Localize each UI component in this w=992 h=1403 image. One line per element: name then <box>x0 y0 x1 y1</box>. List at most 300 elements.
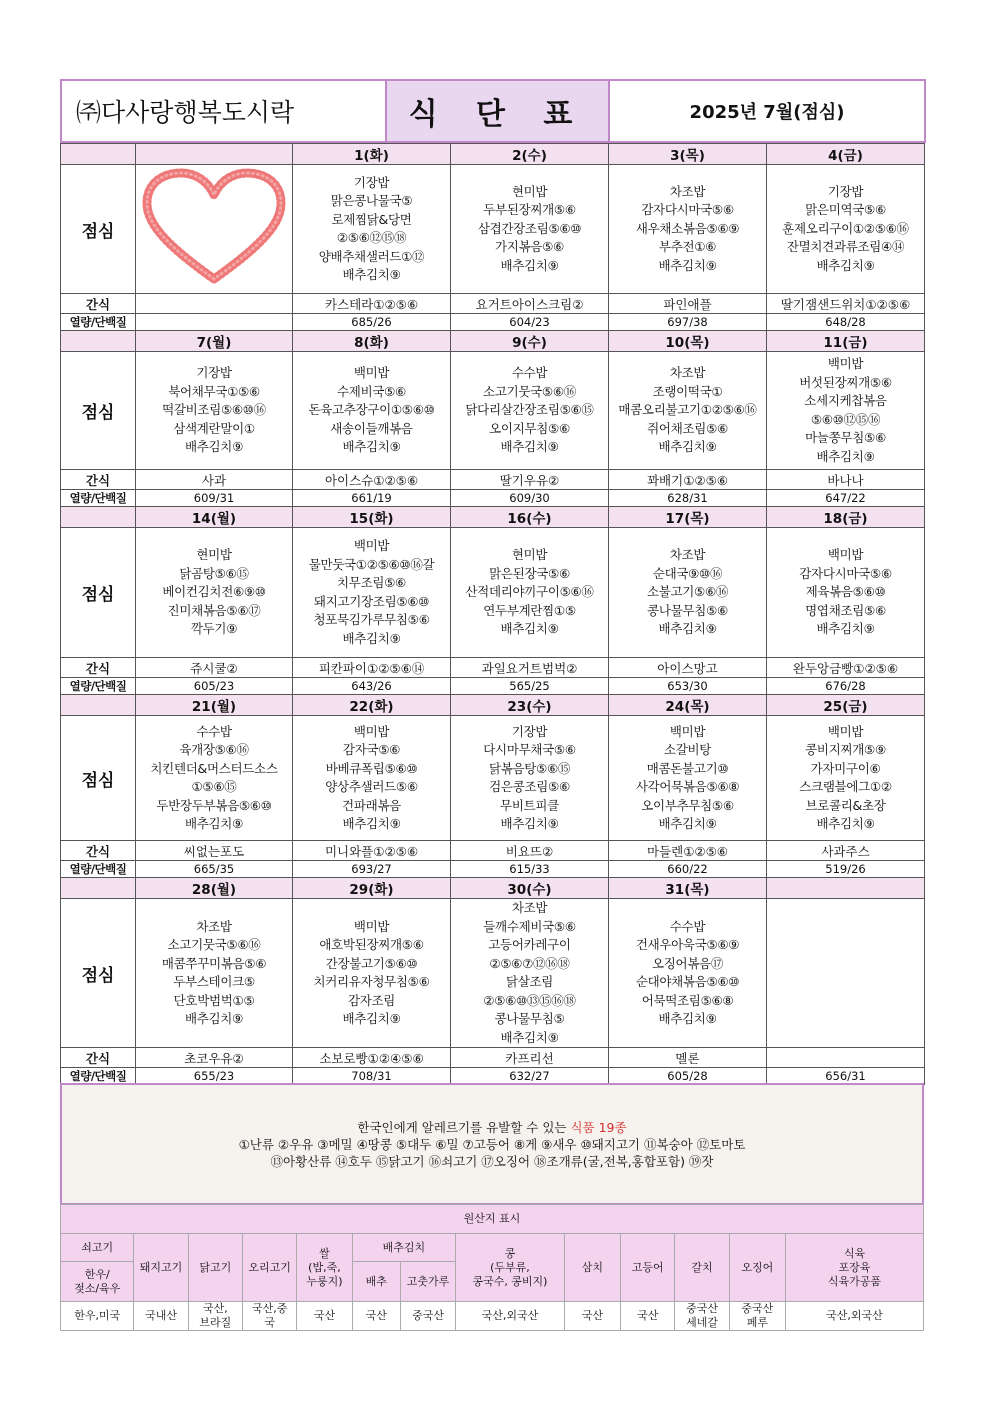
kcal-cell: 665/35 <box>136 861 293 878</box>
dish-item: 배추김치⑨ <box>500 816 559 831</box>
dish-item: 제육볶음⑤⑥⑩ <box>805 584 886 600</box>
snack-cell: 초코우유② <box>136 1048 293 1068</box>
lunch-menu-cell <box>767 352 925 470</box>
dish-item: 백미밥 <box>827 356 864 371</box>
date-cell: 28(월) <box>136 878 293 899</box>
lunch-row <box>61 899 925 1048</box>
origin-beef-subheader: 한우/ 젖소/육우 <box>61 1262 134 1302</box>
kcal-cell: 519/26 <box>767 861 925 878</box>
date-cell: 23(수) <box>451 695 609 716</box>
dish-item: 기장밥 <box>196 365 232 381</box>
kcal-cell: 615/33 <box>451 861 609 878</box>
kcal-cell: 609/31 <box>136 490 293 507</box>
dish-item: 백미밥 <box>827 723 864 739</box>
dish-item: 배추김치⑨ <box>658 621 717 637</box>
dish-item: 현미밥 <box>196 547 232 563</box>
snack-label: 간식 <box>61 1048 136 1068</box>
dish-item: 물만둣국①②⑤⑥⑩⑯갈 <box>308 556 435 572</box>
lunch-label: 점심 <box>61 716 136 841</box>
date-row-lead <box>61 507 136 528</box>
date-cell: 16(수) <box>451 507 609 528</box>
dish-item: 어묵떡조림⑤⑥⑧ <box>641 992 734 1008</box>
origin-meat-header: 식육 포장육 식육가공품 <box>785 1234 923 1302</box>
snack-cell: 씨없는포도 <box>136 841 293 861</box>
snack-row <box>61 658 925 678</box>
kcal-cell: 656/31 <box>767 1068 925 1085</box>
dish-item: 매콤오리불고기①②⑤⑥⑯ <box>618 402 757 418</box>
kcal-label: 열량/단백질 <box>61 861 136 878</box>
lunch-menu-cell <box>293 716 451 841</box>
snack-cell: 완두앙금빵①②⑤⑥ <box>767 658 925 678</box>
lunch-menu-cell <box>767 528 925 658</box>
snack-row <box>61 1048 925 1068</box>
dish-item: 청포묵김가루무침⑤⑥ <box>313 612 430 627</box>
lunch-row <box>61 352 925 470</box>
lunch-menu-cell <box>451 899 609 1048</box>
dish-item: 차조밥 <box>196 918 232 934</box>
date-cell: 14(월) <box>136 507 293 528</box>
kcal-cell: 628/31 <box>609 490 767 507</box>
origin-chicken-value: 국산, 브라질 <box>188 1302 242 1331</box>
dish-item: 간장불고기⑤⑥⑩ <box>325 955 418 971</box>
dish-item: 애호박된장찌개⑤⑥ <box>319 937 424 952</box>
dish-item: 고등어카레구이 <box>488 937 571 952</box>
origin-clam-value: 국산 <box>564 1302 620 1331</box>
dish-item: 브로콜리&초장 <box>805 797 886 813</box>
date-cell: 25(금) <box>767 695 925 716</box>
dish-item: 오이지무침⑤⑥ <box>489 420 570 436</box>
allergy-highlight: 식품 19종 <box>570 1120 627 1135</box>
dish-item: 쥐어채조림⑤⑥ <box>647 420 728 436</box>
origin-beef-header: 쇠고기 <box>61 1234 134 1262</box>
dish-item: 배추김치⑨ <box>184 1011 243 1026</box>
dish-item: 건새우아욱국⑤⑥⑨ <box>635 937 740 952</box>
dish-item: 스크램블에그①② <box>799 779 892 794</box>
lunch-menu-cell <box>136 528 293 658</box>
lunch-menu-cell <box>293 165 451 294</box>
dish-item: 배추김치⑨ <box>500 439 559 455</box>
date-row <box>61 695 925 716</box>
dish-item: 닭볶음탕⑤⑥⑮ <box>488 760 571 776</box>
origin-kimchi-pepper-value: 중국산 <box>400 1302 455 1331</box>
lunch-menu-cell <box>136 716 293 841</box>
snack-row <box>61 294 925 314</box>
lunch-menu-cell <box>767 899 925 1048</box>
kcal-cell: 676/28 <box>767 678 925 695</box>
date-cell: 4(금) <box>767 144 925 165</box>
origin-duck-header: 오리고기 <box>243 1234 297 1302</box>
dish-item: 다시마무채국⑤⑥ <box>483 742 576 757</box>
allergy-notice <box>60 1083 924 1205</box>
origin-rice-header: 쌀 (밥,죽, 누룽지) <box>297 1234 352 1302</box>
dish-item: 현미밥 <box>511 183 548 199</box>
dish-item: 배추김치⑨ <box>816 257 875 273</box>
snack-cell <box>767 1048 925 1068</box>
date-row <box>61 144 925 165</box>
date-cell: 1(화) <box>293 144 451 165</box>
lunch-menu-cell <box>293 352 451 470</box>
lunch-label: 점심 <box>61 165 136 294</box>
kcal-label: 열량/단백질 <box>61 678 136 695</box>
dish-item: 맑은콩나물국⑤ <box>330 193 413 208</box>
allergy-title <box>62 1119 922 1136</box>
dish-item: ②⑤⑥⑩⑬⑮⑯⑱ <box>483 992 576 1008</box>
dish-item: 백미밥 <box>353 365 390 381</box>
snack-label: 간식 <box>61 841 136 861</box>
snack-cell: 사과주스 <box>767 841 925 861</box>
dish-item: 감자다시마국⑤⑥ <box>799 565 892 581</box>
date-row-lead <box>61 331 136 352</box>
origin-beef-value: 한우,미국 <box>61 1302 134 1331</box>
dish-item: 소고기뭇국⑤⑥⑯ <box>483 383 576 399</box>
allergy-list-2: ⑬아황산류 ⑭호두 ⑮닭고기 ⑯쇠고기 ⑰오징어 ⑱조개류(굴,전복,홍합포함) ⑲잣 <box>270 1154 714 1169</box>
date-row <box>61 331 925 352</box>
lunch-menu-cell <box>293 899 451 1048</box>
lunch-row <box>61 165 925 294</box>
dish-item: 건파래볶음 <box>342 797 401 813</box>
dish-item: 양배추채샐러드①⑫ <box>318 248 425 264</box>
kcal-cell: 660/22 <box>609 861 767 878</box>
dish-item: 감자국⑤⑥ <box>342 742 401 757</box>
dish-item: 백미밥 <box>669 723 706 739</box>
dish-item: 배추김치⑨ <box>342 1011 401 1026</box>
company-name: ㈜다사랑행복도시락 <box>61 80 386 142</box>
snack-cell: 멜론 <box>609 1048 767 1068</box>
dish-item: 차조밥 <box>669 183 706 199</box>
dish-item: 부추전①⑥ <box>658 239 717 255</box>
date-cell: 8(화) <box>293 331 451 352</box>
dish-item: 베이컨김치전⑥⑨⑩ <box>162 584 266 600</box>
origin-title: 원산지 표시 <box>61 1205 924 1234</box>
dish-item: ⑤⑥⑩⑫⑮⑯ <box>810 411 881 427</box>
dish-item: ②⑤⑥⑦⑫⑯⑱ <box>489 955 570 971</box>
dish-item: 치커리유자청무침⑤⑥ <box>313 974 430 989</box>
snack-label: 간식 <box>61 294 136 314</box>
dish-item: 검은콩조림⑤⑥ <box>489 779 570 794</box>
page-title: 식 단 표 <box>386 80 609 142</box>
origin-bean-header: 콩 (두부류, 콩국수, 콩비지) <box>456 1234 565 1302</box>
menu-table-wrap <box>60 79 924 1085</box>
dish-item: 차조밥 <box>669 365 706 381</box>
snack-label: 간식 <box>61 470 136 490</box>
dish-item: 치무조림⑤⑥ <box>337 575 406 590</box>
dish-item: 배추김치⑨ <box>500 1029 559 1045</box>
snack-cell: 아이스망고 <box>609 658 767 678</box>
dish-item: 닭살조림 <box>505 974 554 989</box>
dish-item: 수제비국⑤⑥ <box>337 383 406 399</box>
date-row-lead <box>61 695 136 716</box>
origin-kimchi-cabbage-value: 국산 <box>352 1302 400 1331</box>
lunch-menu-cell <box>451 716 609 841</box>
dish-item: 소갈비탕 <box>663 742 712 757</box>
date-row <box>61 507 925 528</box>
snack-cell: 딸기잼샌드위치①②⑤⑥ <box>767 294 925 314</box>
allergy-title-text: 한국인에게 알레르기를 유발할 수 있는 <box>357 1120 571 1135</box>
snack-cell: 사과 <box>136 470 293 490</box>
dish-item: 감자조림 <box>347 992 396 1008</box>
dish-item: 들깨수제비국⑤⑥ <box>483 918 576 934</box>
origin-squid-header: 오징어 <box>729 1234 785 1302</box>
dish-item: ①⑤⑥⑮ <box>191 779 237 794</box>
dish-item: 배추김치⑨ <box>658 439 717 455</box>
lunch-row <box>61 528 925 658</box>
dish-item: 배추김치⑨ <box>342 439 401 455</box>
date-cell: 2(수) <box>451 144 609 165</box>
dish-item: 콩나물무침⑤⑥ <box>647 602 728 618</box>
date-cell: 31(목) <box>609 878 767 899</box>
snack-cell: 딸기우유② <box>451 470 609 490</box>
date-cell: 17(목) <box>609 507 767 528</box>
kcal-cell: 604/23 <box>451 314 609 331</box>
dish-item: 닭곰탕⑤⑥⑮ <box>179 565 249 581</box>
lunch-menu-cell <box>136 352 293 470</box>
snack-cell: 카스테라①②⑤⑥ <box>293 294 451 314</box>
dish-item: 백미밥 <box>353 723 390 739</box>
kcal-label: 열량/단백질 <box>61 314 136 331</box>
dish-item: 백미밥 <box>353 918 390 934</box>
origin-meat-value: 국산,외국산 <box>785 1302 923 1331</box>
kcal-cell: 697/38 <box>609 314 767 331</box>
snack-cell: 비요뜨② <box>451 841 609 861</box>
dish-item: 백미밥 <box>353 538 390 553</box>
menu-header <box>60 79 926 143</box>
dish-item: 가지볶음⑤⑥ <box>495 239 564 255</box>
kcal-cell: 643/26 <box>293 678 451 695</box>
kcal-cell: 609/30 <box>451 490 609 507</box>
kcal-cell: 605/23 <box>136 678 293 695</box>
date-cell: 22(화) <box>293 695 451 716</box>
dish-item: 오이부추무침⑤⑥ <box>641 797 734 813</box>
origin-table <box>60 1204 924 1331</box>
dish-item: 백미밥 <box>827 547 864 563</box>
dish-item: 배추김치⑨ <box>342 267 401 282</box>
origin-hairtail-header: 갈치 <box>675 1234 729 1302</box>
date-cell <box>136 144 293 165</box>
kcal-row <box>61 490 925 507</box>
heart-icon <box>139 167 289 287</box>
date-cell: 11(금) <box>767 331 925 352</box>
dish-item: 배추김치⑨ <box>816 816 875 831</box>
snack-cell: 바나나 <box>767 470 925 490</box>
dish-item: 새송이들깨볶음 <box>330 420 413 436</box>
dish-item: 배추김치⑨ <box>816 448 875 464</box>
dish-item: 기장밥 <box>353 174 390 190</box>
dish-item: 매콤쭈꾸미볶음⑤⑥ <box>161 955 267 971</box>
dish-item: 사각어묵볶음⑤⑥⑧ <box>635 779 740 794</box>
dish-item: 로제찜닭&당면 <box>331 211 412 227</box>
dish-item: 오징어볶음⑰ <box>651 955 724 971</box>
dish-item: 새우채소볶음⑤⑥⑨ <box>635 220 740 236</box>
dish-item: 양상추샐러드⑤⑥ <box>325 779 418 794</box>
kcal-cell: 632/27 <box>451 1068 609 1085</box>
snack-row <box>61 841 925 861</box>
allergy-list-1: ①난류 ②우유 ③메밀 ④땅콩 ⑤대두 ⑥밀 ⑦고등어 ⑧게 ⑨새우 ⑩돼지고기 ⑪복숭아 ⑫토마토 <box>238 1137 746 1152</box>
lunch-menu-cell <box>451 165 609 294</box>
lunch-label: 점심 <box>61 899 136 1048</box>
dish-item: 연두부계란찜①⑤ <box>483 602 576 618</box>
dish-item: 소불고기⑤⑥⑯ <box>646 584 729 600</box>
date-cell: 3(목) <box>609 144 767 165</box>
snack-row <box>61 470 925 490</box>
snack-cell: 과일요거트범벅② <box>451 658 609 678</box>
kcal-row <box>61 678 925 695</box>
dish-item: 삼겹간장조림⑤⑥⑩ <box>477 220 582 236</box>
snack-cell: 피칸파이①②⑤⑥⑭ <box>293 658 451 678</box>
kcal-cell: 685/26 <box>293 314 451 331</box>
dish-item: 단호박범벅①⑤ <box>173 992 255 1008</box>
kcal-label: 열량/단백질 <box>61 1068 136 1085</box>
date-cell: 7(월) <box>136 331 293 352</box>
lunch-menu-cell <box>609 899 767 1048</box>
snack-cell <box>136 294 293 314</box>
snack-cell: 마들렌①②⑤⑥ <box>609 841 767 861</box>
dish-item: 기장밥 <box>827 183 864 199</box>
dish-item: 기장밥 <box>511 723 548 739</box>
dish-item: 훈제오리구이①②⑤⑥⑯ <box>782 220 909 236</box>
kcal-cell: 708/31 <box>293 1068 451 1085</box>
date-cell: 24(목) <box>609 695 767 716</box>
date-cell: 30(수) <box>451 878 609 899</box>
date-row-lead <box>61 878 136 899</box>
snack-cell: 쥬시쿨② <box>136 658 293 678</box>
dish-item: 맑은미역국⑤⑥ <box>805 202 886 218</box>
dish-item: 콩나물무침⑤ <box>494 1011 565 1026</box>
dish-item: 배추김치⑨ <box>342 816 401 831</box>
lunch-row <box>61 716 925 841</box>
kcal-row <box>61 861 925 878</box>
dish-item: 수수밥 <box>196 723 232 739</box>
dish-item: 현미밥 <box>511 547 548 563</box>
date-cell: 21(월) <box>136 695 293 716</box>
dish-item: 무비트피클 <box>500 797 559 813</box>
kcal-cell: 605/28 <box>609 1068 767 1085</box>
dish-item: 순대야채볶음⑤⑥⑩ <box>635 974 740 989</box>
dish-item: 닭다리살간장조림⑤⑥⑮ <box>465 402 594 418</box>
date-cell: 29(화) <box>293 878 451 899</box>
snack-label: 간식 <box>61 658 136 678</box>
origin-pork-header: 돼지고기 <box>134 1234 188 1302</box>
dish-item: 치킨텐더&머스터드소스 <box>150 760 278 776</box>
origin-kimchi-pepper-header: 고춧가루 <box>400 1262 455 1302</box>
lunch-menu-cell <box>767 165 925 294</box>
dish-item: 두부된장찌개⑤⑥ <box>483 202 576 218</box>
kcal-cell: 653/30 <box>609 678 767 695</box>
dish-item: 명엽채조림⑤⑥ <box>805 602 886 618</box>
lunch-menu-cell <box>136 899 293 1048</box>
dish-item: 북어채무국①⑤⑥ <box>168 383 260 399</box>
dish-item: 배추김치⑨ <box>184 439 243 455</box>
dish-item: 소고기뭇국⑤⑥⑯ <box>167 937 261 952</box>
dish-item: 순대국⑨⑩⑯ <box>652 565 723 581</box>
origin-chicken-header: 닭고기 <box>188 1234 242 1302</box>
dish-item: 떡갈비조림⑤⑥⑩⑯ <box>162 402 266 418</box>
dish-item: 배추김치⑨ <box>500 621 559 637</box>
lunch-menu-cell <box>609 716 767 841</box>
lunch-label: 점심 <box>61 352 136 470</box>
dish-item: 배추김치⑨ <box>658 1011 717 1026</box>
menu-period: 2025년 7월(점심) <box>609 80 925 142</box>
lunch-menu-cell <box>293 528 451 658</box>
kcal-label: 열량/단백질 <box>61 490 136 507</box>
dish-item: 두반장두부볶음⑤⑥⑩ <box>156 797 272 813</box>
origin-mackerel-value: 국산 <box>621 1302 675 1331</box>
dish-item: 버섯된장찌개⑤⑥ <box>799 374 892 390</box>
kcal-row <box>61 314 925 331</box>
origin-pork-value: 국내산 <box>134 1302 188 1331</box>
date-cell: 10(목) <box>609 331 767 352</box>
dish-item: 진미채볶음⑤⑥⑰ <box>167 602 261 618</box>
lunch-menu-cell <box>767 716 925 841</box>
kcal-row <box>61 1068 925 1085</box>
dish-item: 배추김치⑨ <box>184 816 243 831</box>
dish-item: 차조밥 <box>669 547 706 563</box>
snack-cell: 파인애플 <box>609 294 767 314</box>
origin-rice-value: 국산 <box>297 1302 352 1331</box>
kcal-cell: 647/22 <box>767 490 925 507</box>
dish-item: 소세지케찹볶음 <box>804 393 887 408</box>
origin-duck-value: 국산,중 국 <box>243 1302 297 1331</box>
kcal-cell: 565/25 <box>451 678 609 695</box>
date-cell: 18(금) <box>767 507 925 528</box>
lunch-menu-cell <box>451 528 609 658</box>
origin-bean-value: 국산,외국산 <box>456 1302 565 1331</box>
dish-item: 삼색계란말이① <box>173 420 255 436</box>
snack-cell: 요거트아이스크림② <box>451 294 609 314</box>
snack-cell: 소보로빵①②④⑤⑥ <box>293 1048 451 1068</box>
snack-cell: 꽈배기①②⑤⑥ <box>609 470 767 490</box>
origin-kimchi-cabbage-header: 배추 <box>352 1262 400 1302</box>
lunch-menu-cell <box>609 165 767 294</box>
dish-item: 배추김치⑨ <box>658 816 717 831</box>
dish-item: 두부스테이크⑤ <box>173 974 255 989</box>
dish-item: ②⑤⑥⑫⑮⑱ <box>336 230 407 245</box>
origin-squid-value: 중국산 페루 <box>729 1302 785 1331</box>
dish-item: 배추김치⑨ <box>342 630 401 646</box>
lunch-menu-cell <box>451 352 609 470</box>
dish-item: 육개장⑤⑥⑯ <box>179 742 249 757</box>
date-cell: 9(수) <box>451 331 609 352</box>
snack-cell: 아이스슈①②⑤⑥ <box>293 470 451 490</box>
dish-item: 배추김치⑨ <box>500 257 559 273</box>
dish-item: 수수밥 <box>511 365 548 381</box>
dish-item: 수수밥 <box>669 918 706 934</box>
dish-item: 차조밥 <box>511 900 548 915</box>
origin-mackerel-header: 고등어 <box>621 1234 675 1302</box>
dish-item: 돼지고기장조림⑤⑥⑩ <box>313 593 430 609</box>
origin-table-wrap <box>60 1204 924 1331</box>
dish-item: 깍두기⑨ <box>190 621 238 637</box>
lunch-label: 점심 <box>61 528 136 658</box>
dish-item: 맑은된장국⑤⑥ <box>489 565 570 581</box>
dish-item: 돈육고추장구이①⑤⑥⑩ <box>308 402 435 418</box>
menu-grid <box>60 143 925 1085</box>
heart-decoration <box>136 165 293 294</box>
dish-item: 배추김치⑨ <box>816 621 875 637</box>
dish-item: 잔멸치견과류조림④⑭ <box>786 239 905 255</box>
date-cell <box>767 878 925 899</box>
dish-item: 감자다시마국⑤⑥ <box>641 202 734 218</box>
snack-cell: 카프리선 <box>451 1048 609 1068</box>
origin-clam-header: 삼치 <box>564 1234 620 1302</box>
kcal-cell: 693/27 <box>293 861 451 878</box>
origin-hairtail-value: 중국산 세네갈 <box>675 1302 729 1331</box>
date-row-lead <box>61 144 136 165</box>
dish-item: 산적데리야끼구이⑤⑥⑯ <box>465 584 594 600</box>
date-row <box>61 878 925 899</box>
date-cell: 15(화) <box>293 507 451 528</box>
origin-kimchi-header: 배추김치 <box>352 1234 456 1262</box>
dish-item: 배추김치⑨ <box>658 257 717 273</box>
